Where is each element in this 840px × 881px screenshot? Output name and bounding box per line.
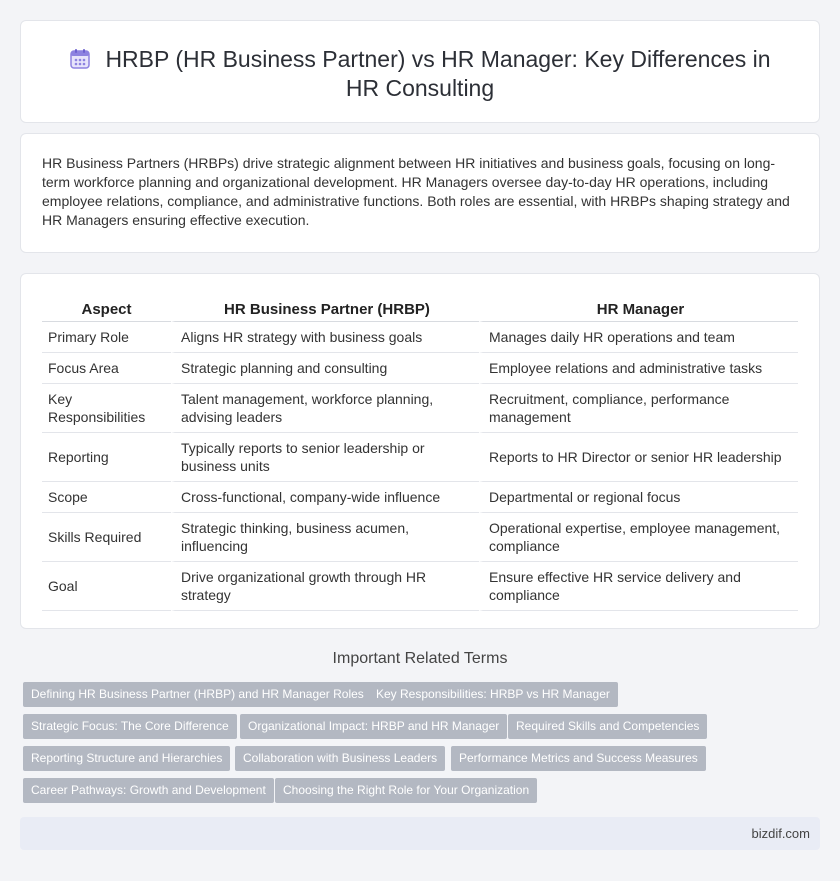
cell-hr-manager: Operational expertise, employee management, compliance [479, 513, 798, 562]
related-term-tag[interactable]: Strategic Focus: The Core Difference [23, 714, 237, 739]
cell-hr-manager: Recruitment, compliance, performance management [479, 384, 798, 433]
intro-card [20, 133, 820, 253]
table-row [42, 482, 798, 513]
table-header-row [42, 296, 798, 322]
header-aspect: Aspect [42, 296, 171, 322]
related-term-tag[interactable]: Key Responsibilities: HRBP vs HR Manager [368, 682, 618, 707]
header-hr-manager: HR Manager [479, 296, 798, 322]
related-term-tag[interactable]: Performance Metrics and Success Measures [451, 746, 706, 771]
cell-hrbp: Cross-functional, company-wide influence [171, 482, 479, 513]
header-hrbp: HR Business Partner (HRBP) [171, 296, 479, 322]
table-row [42, 562, 798, 611]
table-row [42, 513, 798, 562]
cell-hrbp: Drive organizational growth through HR strategy [171, 562, 479, 611]
cell-aspect: Key Responsibilities [42, 384, 171, 433]
cell-hr-manager: Departmental or regional focus [479, 482, 798, 513]
cell-hr-manager: Employee relations and administrative tasks [479, 353, 798, 384]
related-term-tag[interactable]: Collaboration with Business Leaders [235, 746, 445, 771]
cell-hrbp: Aligns HR strategy with business goals [171, 322, 479, 353]
cell-aspect: Reporting [42, 433, 171, 482]
cell-hrbp: Strategic thinking, business acumen, influencing [171, 513, 479, 562]
footer [20, 817, 820, 850]
related-term-tag[interactable]: Required Skills and Competencies [508, 714, 707, 739]
page-title-wrap [51, 45, 789, 103]
cell-hr-manager: Ensure effective HR service delivery and compliance [479, 562, 798, 611]
cell-hrbp: Typically reports to senior leadership or business units [171, 433, 479, 482]
cell-hrbp: Strategic planning and consulting [171, 353, 479, 384]
cell-aspect: Goal [42, 562, 171, 611]
cell-hr-manager: Manages daily HR operations and team [479, 322, 798, 353]
cell-hr-manager: Reports to HR Director or senior HR leadership [479, 433, 798, 482]
table-row [42, 322, 798, 353]
footer-site: bizdif.com [751, 826, 810, 841]
comparison-card [20, 273, 820, 629]
related-term-tag[interactable]: Career Pathways: Growth and Development [23, 778, 274, 803]
cell-aspect: Skills Required [42, 513, 171, 562]
calendar-icon [69, 48, 91, 70]
related-term-tag[interactable]: Defining HR Business Partner (HRBP) and HR Manager Roles [23, 682, 372, 707]
cell-aspect: Primary Role [42, 322, 171, 353]
cell-aspect: Scope [42, 482, 171, 513]
cell-hrbp: Talent management, workforce planning, advising leaders [171, 384, 479, 433]
table-row [42, 433, 798, 482]
intro-paragraph: HR Business Partners (HRBPs) drive strategic alignment between HR initiatives and business goals, focusing on long-term workforce planning and organizational development. HR Managers oversee day-to-day HR operations, including employee relations, compliance, and administrative functions. Both roles are essential, with HRBPs shaping strategy and HR Managers ensuring effective execution. [42, 155, 790, 228]
page-title: HRBP (HR Business Partner) vs HR Manager: Key Differences in HR Consulting [105, 46, 771, 101]
related-term-tag[interactable]: Organizational Impact: HRBP and HR Manager [240, 714, 507, 739]
table-row [42, 353, 798, 384]
comparison-table [42, 296, 798, 611]
title-card [20, 20, 820, 123]
table-row [42, 384, 798, 433]
related-term-tag[interactable]: Choosing the Right Role for Your Organization [275, 778, 537, 803]
cell-aspect: Focus Area [42, 353, 171, 384]
related-terms-heading: Important Related Terms [332, 650, 508, 667]
related-term-tag[interactable]: Reporting Structure and Hierarchies [23, 746, 230, 771]
